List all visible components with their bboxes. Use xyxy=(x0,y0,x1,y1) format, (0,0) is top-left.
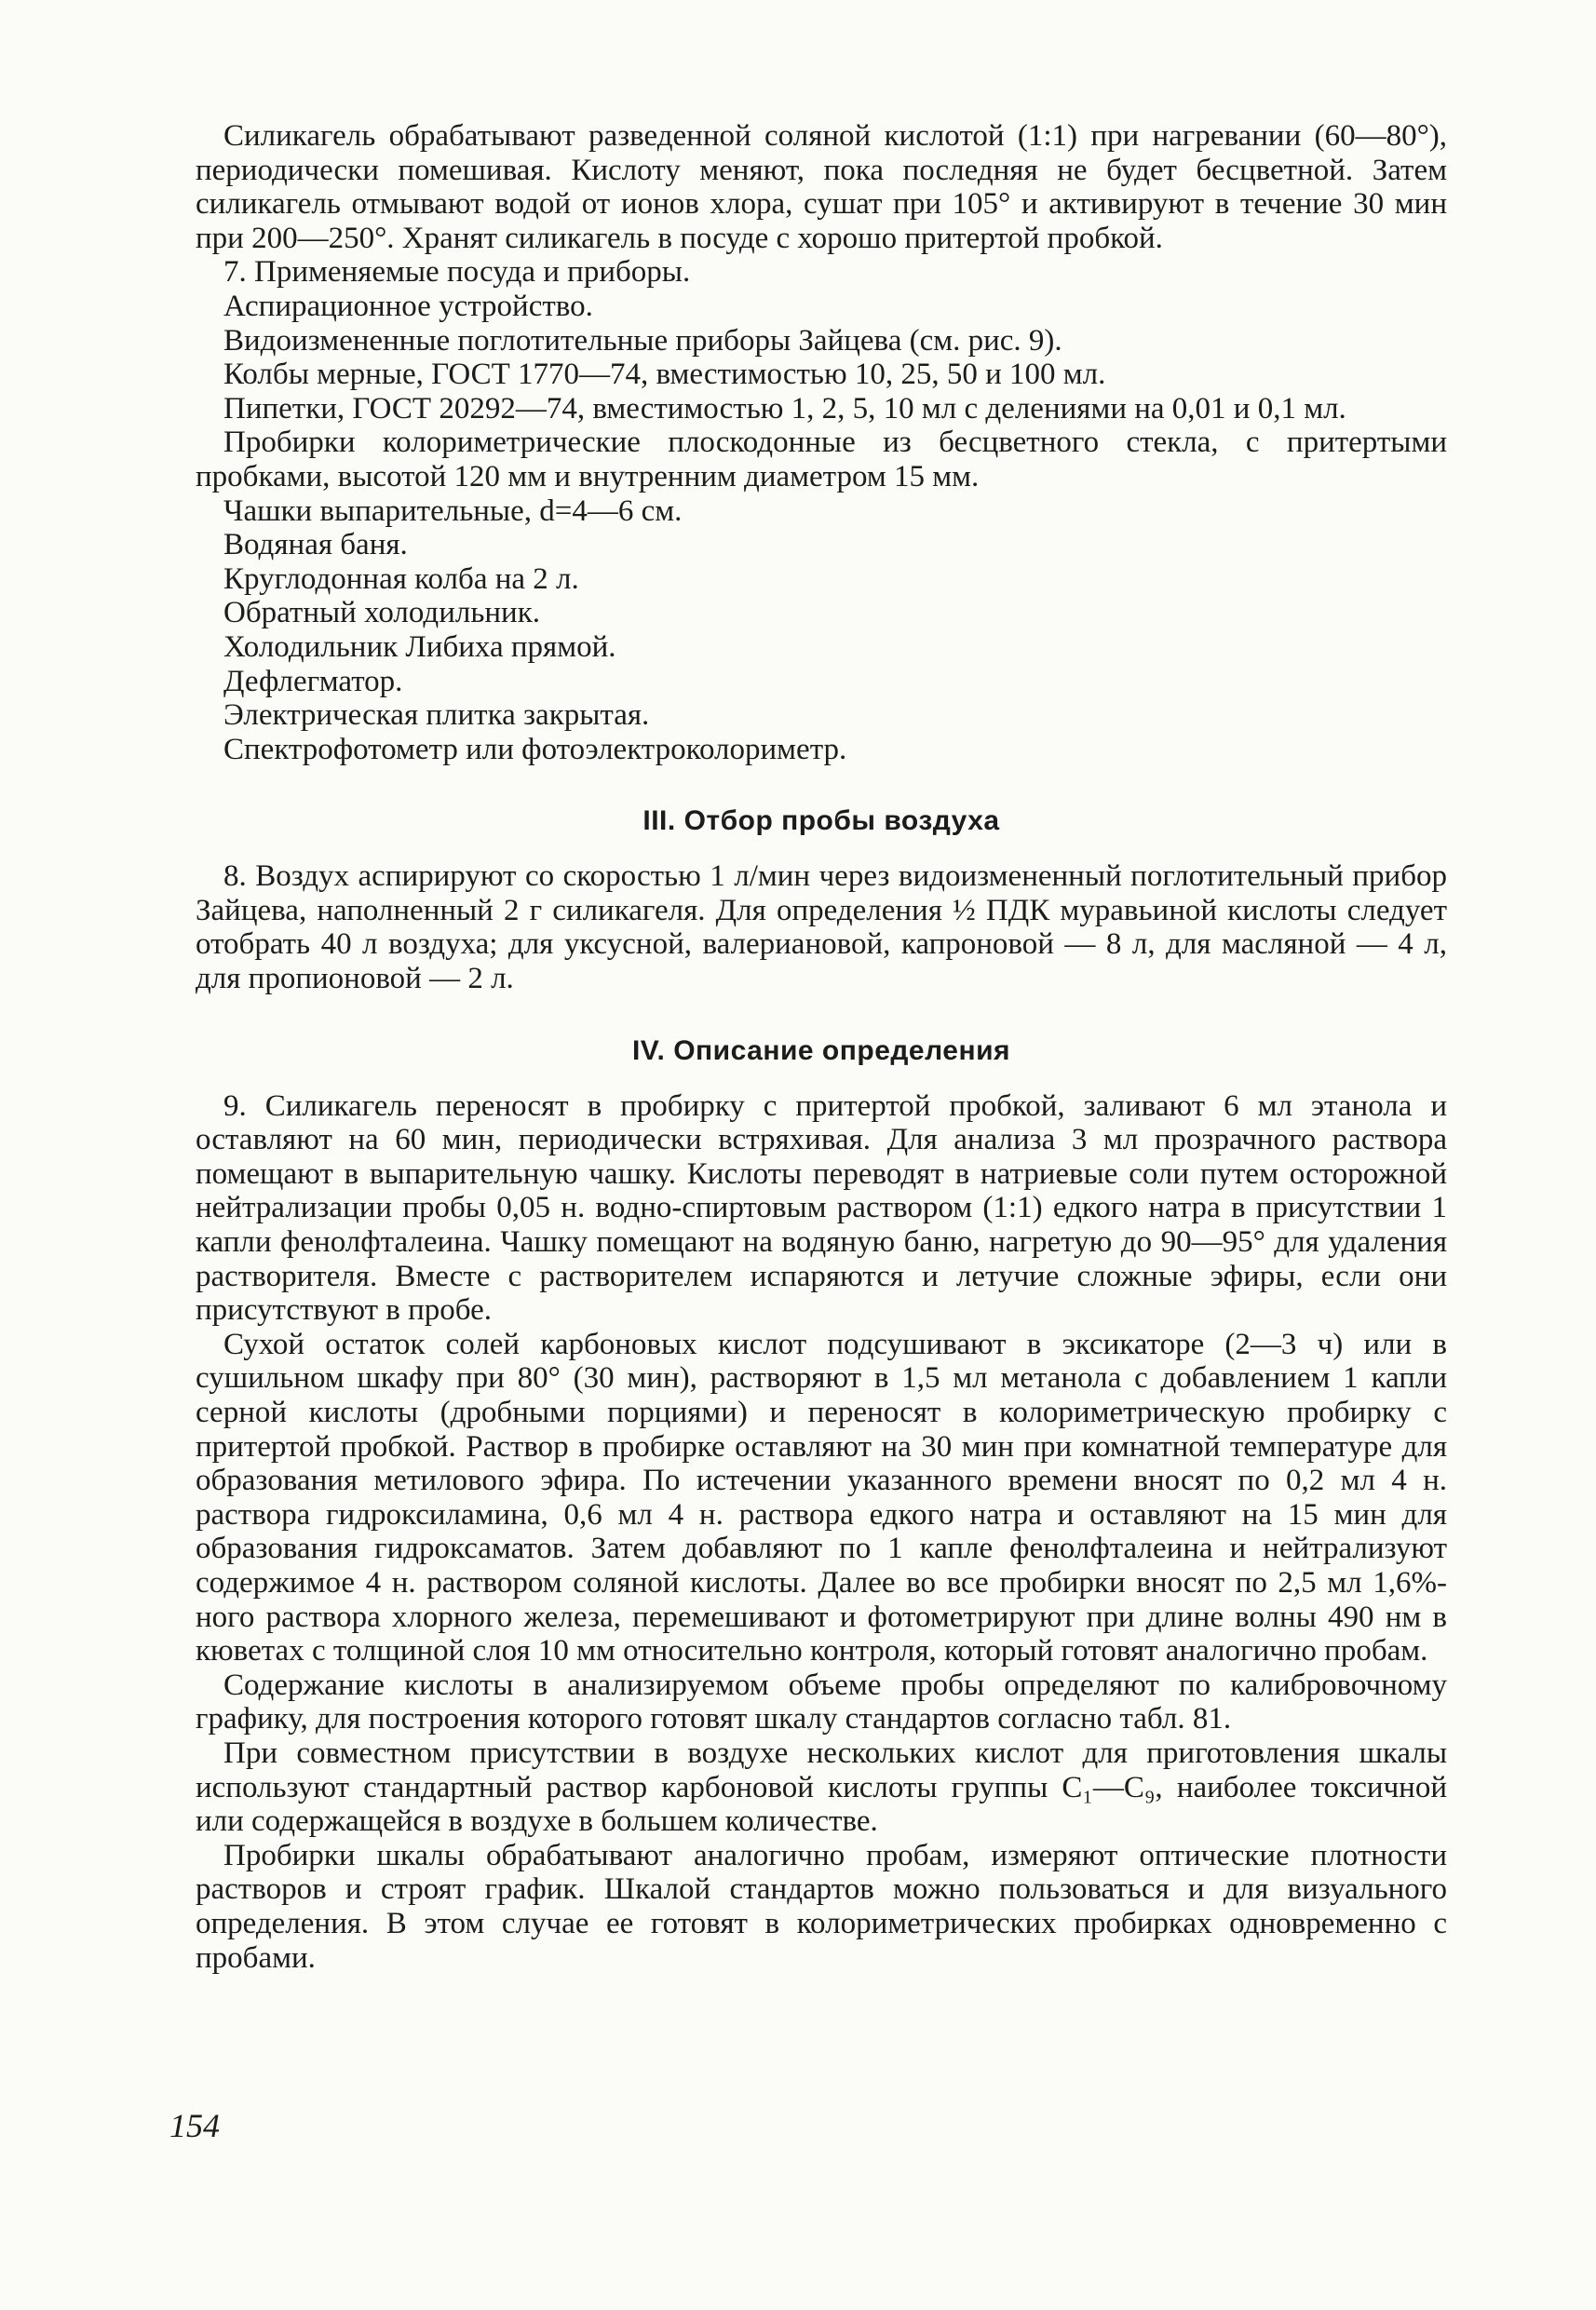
section-heading-sampling: III. Отбор пробы воздуха xyxy=(642,805,1000,837)
equipment-item: Обратный холодильник. xyxy=(223,596,540,630)
equipment-item: Аспирационное устройство. xyxy=(223,289,593,323)
equipment-item: Чашки выпарительные, d=4—6 см. xyxy=(223,493,683,528)
intro-paragraph: Силикагель обрабатывают разведенной соляной кислотой (1:1) при нагревании (60—80°), периодически помешивая. Кислоту меняют, пока последняя не будет бесцветной. Затем силикагель отмывают водой от ионов хлора, сушат при 105° и активируют в течение 30 мин при 200—250°. Хранят силикагель в посуде с хорошо притертой пробкой. xyxy=(196,119,1447,255)
procedure-paragraph: 9. Силикагель переносят в пробирку с притертой пробкой, заливают 6 мл этанола и оставляют на 60 мин, периодически встряхивая. Для анализа 3 мл прозрачного раствора помещают в выпарительную чашку. Кислоты переводят в натриевые соли путем осторожной нейтрализации пробы 0,05 н. водно-спиртовым раствором (1:1) едкого натра в присутствии 1 капли фенолфталеина. Чашку помещают на водяную баню, нагретую до 90—95° для удаления растворителя. Вместе с растворителем испаряются и летучие сложные эфиры, если они присутствуют в пробе. xyxy=(196,1088,1447,1328)
equipment-item: Спектрофотометр или фотоэлектроколориметр. xyxy=(223,732,847,766)
equipment-item: Дефлегматор. xyxy=(223,664,403,698)
page-number: 154 xyxy=(169,2107,220,2144)
equipment-item: Видоизмененные поглотительные приборы Зайцева (см. рис. 9). xyxy=(223,323,1062,358)
procedure-paragraph: Пробирки шкалы обрабатывают аналогично пробам, измеряют оптические плотности растворов и строят график. Шкалой стандартов можно пользоваться и для визуального определения. В этом случае ее готовят в колориметрических пробирках одновременно с пробами. xyxy=(196,1838,1447,1975)
equipment-item: Колбы мерные, ГОСТ 1770—74, вместимостью 10, 25, 50 и 100 мл. xyxy=(223,358,1106,392)
equipment-item: Холодильник Либиха прямой. xyxy=(223,629,616,664)
equipment-item: Пробирки колориметрические плоскодонные из бесцветного стекла, с притертыми пробками, высотой 120 мм и внутренним диаметром 15 мм. xyxy=(196,426,1447,493)
equipment-item: Водяная баня. xyxy=(223,528,408,562)
equipment-list xyxy=(196,290,1447,766)
equipment-item: Пипетки, ГОСТ 20292—74, вместимостью 1, 2, 5, 10 мл с делениями на 0,01 и 0,1 мл. xyxy=(223,391,1346,426)
procedure-paragraph: При совместном присутствии в воздухе нескольких кислот для приготовления шкалы используют стандартный раствор карбоновой кислоты группы C₁—C₉, наиболее токсичной или содержащейся в воздухе в большем количестве. xyxy=(196,1736,1447,1839)
equipment-heading: 7. Применяемые посуда и приборы. xyxy=(223,255,691,290)
procedure-paragraph: Содержание кислоты в анализируемом объеме пробы определяют по калибровочному графику, для построения которого готовят шкалу стандартов согласно табл. 81. xyxy=(196,1668,1447,1736)
equipment-item: Электрическая плитка закрытая. xyxy=(223,698,650,733)
procedure-paragraph: Сухой остаток солей карбоновых кислот подсушивают в эксикаторе (2—3 ч) или в сушильном шкафу при 80° (30 мин), растворяют в 1,5 мл метанола с добавлением 1 капли серной кислоты (дробными порциями) и переносят в колориметрическую пробирку с притертой пробкой. Раствор в пробирке оставляют на 30 мин при комнатной температуре для образования метилового эфира. По истечении указанного времени вносят по 0,2 мл 4 н. раствора гидроксиламина, 0,6 мл 4 н. раствора едкого натра и оставляют на 15 мин для образования гидроксаматов. Затем добавляют по 1 капле фенолфталеина и нейтрализуют содержимое 4 н. раствором соляной кислоты. Далее во все пробирки вносят по 2,5 мл 1,6%-ного раствора хлорного железа, перемешивают и фотометрируют при длине волны 490 нм в кюветах с толщиной слоя 10 мм относительно контроля, который готовят аналогично пробам. xyxy=(196,1327,1447,1668)
section-heading-procedure: IV. Описание определения xyxy=(631,1034,1011,1066)
sampling-paragraph: 8. Воздух аспирируют со скоростью 1 л/мин через видоизмененный поглотительный прибор Зайцева, наполненный 2 г силикагеля. Для определения ½ ПДК муравьиной кислоты следует отобрать 40 л воздуха; для уксусной, валериановой, капроновой — 8 л, для масляной — 4 л, для пропионовой — 2 л. xyxy=(196,859,1447,996)
equipment-item: Круглодонная колба на 2 л. xyxy=(223,561,579,596)
